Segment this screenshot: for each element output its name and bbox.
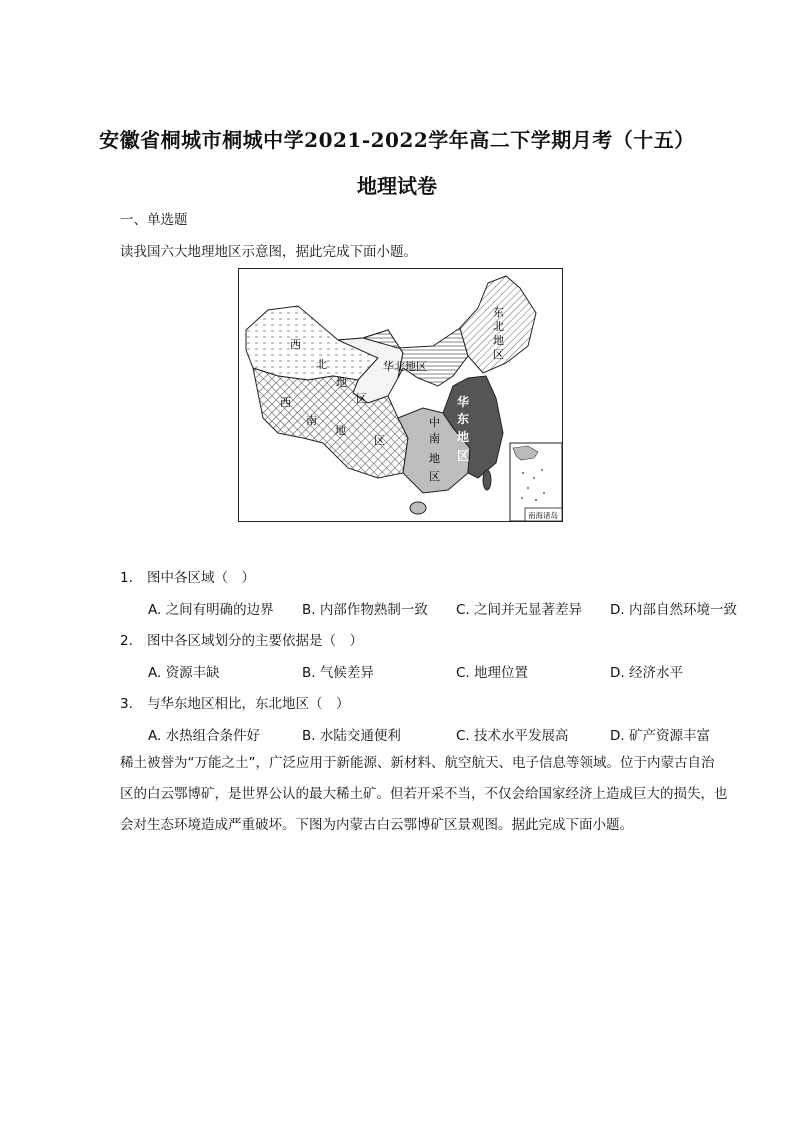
q3-option-c[interactable]: C. 技术水平发展高	[456, 728, 569, 744]
reading-passage	[120, 748, 760, 841]
question-3	[120, 692, 350, 712]
ne-label-2: 北	[493, 320, 504, 333]
question-1-number: 1.	[120, 570, 133, 586]
question-intro: 读我国六大地理地区示意图，据此完成下面小题。	[120, 244, 417, 260]
nw-label-1: 西	[290, 338, 301, 351]
q2-option-b[interactable]: B. 气候差异	[302, 665, 374, 681]
sw-label-3: 地	[335, 424, 346, 437]
inset-label: 南海诸岛	[528, 511, 558, 520]
q1-option-c[interactable]: C. 之间并无显著差异	[456, 602, 583, 618]
page-title: 安徽省桐城市桐城中学2021-2022学年高二下学期月考（十五）	[99, 128, 695, 152]
question-2-options	[148, 661, 768, 681]
q2-option-d[interactable]: D. 经济水平	[610, 665, 683, 681]
question-1	[120, 566, 255, 586]
question-1-text: 图中各区域（ ）	[147, 570, 255, 586]
cs-label-3: 地	[429, 452, 440, 465]
ne-label-4: 区	[493, 348, 504, 361]
hainan-island	[410, 502, 426, 514]
q1-option-b[interactable]: B. 内部作物熟制一致	[302, 602, 428, 618]
q3-option-d[interactable]: D. 矿产资源丰富	[610, 728, 710, 744]
q3-option-a[interactable]: A. 水热组合条件好	[148, 728, 261, 744]
cs-label-2: 南	[429, 432, 440, 445]
question-3-text: 与华东地区相比，东北地区（ ）	[147, 696, 350, 712]
ec-label-4: 区	[457, 449, 470, 463]
sw-label-4: 区	[374, 434, 385, 447]
ec-label-2: 东	[457, 412, 470, 426]
cs-label-1: 中	[429, 416, 440, 429]
passage-line-2: 区的白云鄂博矿，是世界公认的最大稀土矿。但若开采不当，不仅会给国家经济上造成巨大的损失，也	[120, 786, 728, 802]
question-1-options	[148, 598, 768, 618]
page-subtitle: 地理试卷	[357, 174, 437, 198]
question-2-text: 图中各区域划分的主要依据是（ ）	[147, 633, 363, 649]
taiwan-island	[483, 470, 491, 490]
question-2	[120, 629, 363, 649]
passage-line-3: 会对生态环境造成严重破坏。下图为内蒙古白云鄂博矿区景观图。据此完成下面小题。	[120, 817, 633, 833]
ne-label-3: 地	[493, 334, 504, 347]
nw-label-4: 区	[356, 392, 367, 405]
cs-label-4: 区	[429, 470, 440, 483]
china-regions-map	[238, 268, 563, 522]
q2-option-c[interactable]: C. 地理位置	[456, 665, 529, 681]
q2-option-a[interactable]: A. 资源丰缺	[148, 665, 220, 681]
passage-line-1: 稀土被誉为“万能之土”，广泛应用于新能源、新材料、航空航天、电子信息等领域。位于内蒙古自治	[120, 755, 715, 771]
ec-label-1: 华	[457, 395, 470, 409]
sw-label-2: 南	[306, 414, 317, 427]
q3-option-b[interactable]: B. 水陆交通便利	[302, 728, 401, 744]
ne-label-1: 东	[493, 306, 504, 319]
question-3-number: 3.	[120, 696, 133, 712]
ec-label-3: 地	[457, 430, 470, 444]
question-2-number: 2.	[120, 633, 133, 649]
nw-label-3: 地	[336, 376, 347, 389]
q1-option-d[interactable]: D. 内部自然环境一致	[610, 602, 737, 618]
section-heading: 一、单选题	[120, 212, 188, 228]
question-3-options	[148, 724, 768, 744]
nw-label-2: 北	[316, 358, 327, 371]
north-china-label: 华北地区	[383, 360, 427, 373]
q1-option-a[interactable]: A. 之间有明确的边界	[148, 602, 274, 618]
sw-label-1: 西	[280, 396, 291, 409]
